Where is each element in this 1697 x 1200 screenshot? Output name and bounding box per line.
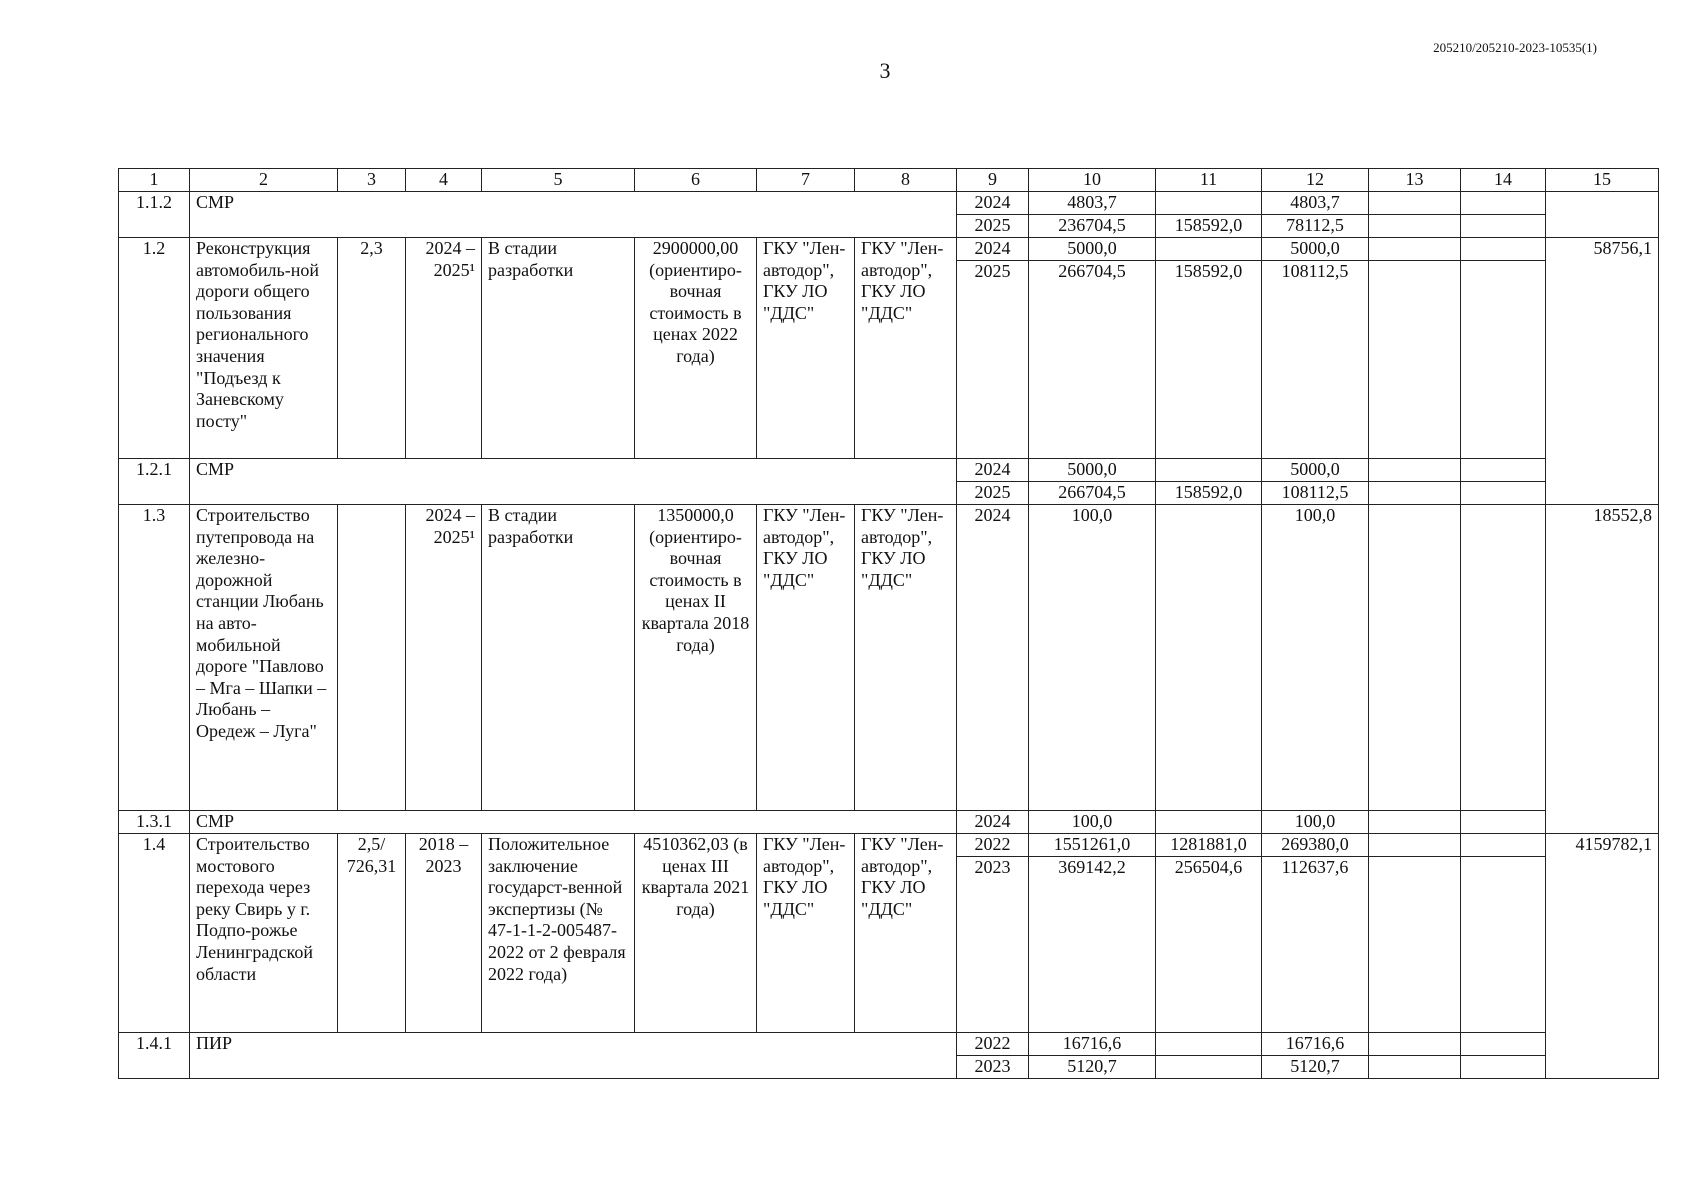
cost-cell: 1350000,0 (ориентиро-вочная стоимость в ценах II квартала 2018 года) xyxy=(635,505,757,811)
value-cell xyxy=(1156,192,1262,215)
row-number: 1.1.2 xyxy=(119,192,190,238)
customer-cell: ГКУ "Лен-автодор", ГКУ ЛО "ДДС" xyxy=(757,834,855,1033)
empty-cell xyxy=(1461,811,1546,834)
table-row xyxy=(119,811,1659,834)
year-cell: 2024 xyxy=(957,459,1029,482)
value-cell: 158592,0 xyxy=(1156,482,1262,505)
year-cell: 2023 xyxy=(957,857,1029,1033)
value-cell: 269380,0 xyxy=(1262,834,1369,857)
empty-cell xyxy=(1461,459,1546,482)
object-name: Реконструкция автомобиль-ной дороги общего пользования регионального значения "Подъезд к Заневскому посту" xyxy=(190,238,338,459)
row-number: 1.4.1 xyxy=(119,1033,190,1079)
empty-cell xyxy=(1461,1033,1546,1056)
value-cell: 100,0 xyxy=(1029,811,1156,834)
row-number: 1.3.1 xyxy=(119,811,190,834)
value-cell: 108112,5 xyxy=(1262,482,1369,505)
cost-cell: 4510362,03 (в ценах III квартала 2021 года) xyxy=(635,834,757,1033)
col-3-header: 3 xyxy=(338,169,406,192)
empty-cell xyxy=(1461,482,1546,505)
status-cell: В стадии разработки xyxy=(482,238,635,459)
total-cell: 18552,8 xyxy=(1546,505,1659,811)
period-cell: 2024 – 2025¹ xyxy=(406,505,482,811)
capacity-cell: 2,5/ 726,31 xyxy=(338,834,406,1033)
value-cell: 112637,6 xyxy=(1262,857,1369,1033)
empty-cell xyxy=(1461,1056,1546,1079)
empty-cell xyxy=(1461,238,1546,261)
total-cell: 4159782,1 xyxy=(1546,834,1659,1033)
table-row xyxy=(119,834,1659,857)
value-cell: 236704,5 xyxy=(1029,215,1156,238)
value-cell: 16716,6 xyxy=(1262,1033,1369,1056)
empty-cell xyxy=(1369,834,1461,857)
value-cell: 100,0 xyxy=(1262,811,1369,834)
value-cell xyxy=(1156,1033,1262,1056)
col-14-header: 14 xyxy=(1461,169,1546,192)
empty-cell xyxy=(1369,459,1461,482)
empty-cell xyxy=(1369,261,1461,459)
value-cell: 5120,7 xyxy=(1029,1056,1156,1079)
table-row xyxy=(119,238,1659,261)
table-row xyxy=(119,505,1659,811)
value-cell: 158592,0 xyxy=(1156,215,1262,238)
empty-cell xyxy=(1369,482,1461,505)
empty-cell xyxy=(1369,857,1461,1033)
status-cell: В стадии разработки xyxy=(482,505,635,811)
empty-cell xyxy=(1461,192,1546,215)
value-cell: 5000,0 xyxy=(1029,238,1156,261)
value-cell: 369142,2 xyxy=(1029,857,1156,1033)
object-name: Строительство мостового перехода через реку Свирь у г. Подпо-рожье Ленинградской области xyxy=(190,834,338,1033)
empty-cell xyxy=(1369,505,1461,811)
capacity-cell xyxy=(338,505,406,811)
row-label: СМР xyxy=(190,192,957,238)
col-12-header: 12 xyxy=(1262,169,1369,192)
value-cell: 4803,7 xyxy=(1029,192,1156,215)
total-cell: 58756,1 xyxy=(1546,238,1659,459)
period-cell: 2018 – 2023 xyxy=(406,834,482,1033)
col-6-header: 6 xyxy=(635,169,757,192)
empty-cell xyxy=(1369,1056,1461,1079)
customer-cell: ГКУ "Лен-автодор", ГКУ ЛО "ДДС" xyxy=(757,505,855,811)
empty-cell xyxy=(1369,1033,1461,1056)
empty-cell xyxy=(1546,192,1659,238)
value-cell: 5120,7 xyxy=(1262,1056,1369,1079)
year-cell: 2025 xyxy=(957,261,1029,459)
value-cell xyxy=(1156,1056,1262,1079)
budget-table xyxy=(118,168,1659,1079)
value-cell: 266704,5 xyxy=(1029,482,1156,505)
empty-cell xyxy=(1369,811,1461,834)
table-row xyxy=(119,192,1659,215)
col-15-header: 15 xyxy=(1546,169,1659,192)
period-cell: 2024 – 2025¹ xyxy=(406,238,482,459)
value-cell xyxy=(1156,238,1262,261)
developer-cell: ГКУ "Лен-автодор", ГКУ ЛО "ДДС" xyxy=(855,834,957,1033)
value-cell: 5000,0 xyxy=(1262,459,1369,482)
object-name: Строительство путепровода на железно-дорожной станции Любань на авто-мобильной дороге "Павлово – Мга – Шапки – Любань – Оредеж – Луга" xyxy=(190,505,338,811)
empty-cell xyxy=(1369,215,1461,238)
row-number: 1.2.1 xyxy=(119,459,190,505)
value-cell xyxy=(1156,459,1262,482)
col-13-header: 13 xyxy=(1369,169,1461,192)
year-cell: 2025 xyxy=(957,482,1029,505)
year-cell: 2025 xyxy=(957,215,1029,238)
row-label: ПИР xyxy=(190,1033,957,1079)
year-cell: 2022 xyxy=(957,834,1029,857)
value-cell: 266704,5 xyxy=(1029,261,1156,459)
value-cell: 4803,7 xyxy=(1262,192,1369,215)
empty-cell xyxy=(1369,192,1461,215)
developer-cell: ГКУ "Лен-автодор", ГКУ ЛО "ДДС" xyxy=(855,505,957,811)
empty-cell xyxy=(1546,1033,1659,1079)
table-wrapper xyxy=(118,168,1658,1079)
value-cell xyxy=(1156,811,1262,834)
value-cell: 1551261,0 xyxy=(1029,834,1156,857)
capacity-cell: 2,3 xyxy=(338,238,406,459)
empty-cell xyxy=(1546,459,1659,505)
empty-cell xyxy=(1461,857,1546,1033)
empty-cell xyxy=(1461,215,1546,238)
row-label: СМР xyxy=(190,811,957,834)
col-11-header: 11 xyxy=(1156,169,1262,192)
value-cell xyxy=(1156,505,1262,811)
col-5-header: 5 xyxy=(482,169,635,192)
empty-cell xyxy=(1369,238,1461,261)
developer-cell: ГКУ "Лен-автодор", ГКУ ЛО "ДДС" xyxy=(855,238,957,459)
row-number: 1.2 xyxy=(119,238,190,459)
value-cell: 100,0 xyxy=(1262,505,1369,811)
col-7-header: 7 xyxy=(757,169,855,192)
empty-cell xyxy=(1546,811,1659,834)
document-id: 205210/205210-2023-10535(1) xyxy=(1433,40,1597,55)
page-number: 3 xyxy=(879,58,891,83)
year-cell: 2024 xyxy=(957,238,1029,261)
value-cell: 1281881,0 xyxy=(1156,834,1262,857)
row-label: СМР xyxy=(190,459,957,505)
value-cell: 5000,0 xyxy=(1029,459,1156,482)
empty-cell xyxy=(1461,505,1546,811)
col-10-header: 10 xyxy=(1029,169,1156,192)
empty-cell xyxy=(1461,834,1546,857)
year-cell: 2024 xyxy=(957,192,1029,215)
year-cell: 2023 xyxy=(957,1056,1029,1079)
value-cell: 78112,5 xyxy=(1262,215,1369,238)
value-cell: 100,0 xyxy=(1029,505,1156,811)
value-cell: 108112,5 xyxy=(1262,261,1369,459)
customer-cell: ГКУ "Лен-автодор", ГКУ ЛО "ДДС" xyxy=(757,238,855,459)
col-8-header: 8 xyxy=(855,169,957,192)
col-9-header: 9 xyxy=(957,169,1029,192)
year-cell: 2022 xyxy=(957,1033,1029,1056)
table-row xyxy=(119,1033,1659,1056)
year-cell: 2024 xyxy=(957,811,1029,834)
year-cell: 2024 xyxy=(957,505,1029,811)
col-2-header: 2 xyxy=(190,169,338,192)
table-row xyxy=(119,459,1659,482)
col-1-header: 1 xyxy=(119,169,190,192)
value-cell: 5000,0 xyxy=(1262,238,1369,261)
empty-cell xyxy=(1461,261,1546,459)
value-cell: 16716,6 xyxy=(1029,1033,1156,1056)
row-number: 1.4 xyxy=(119,834,190,1033)
cost-cell: 2900000,00 (ориентиро-вочная стоимость в ценах 2022 года) xyxy=(635,238,757,459)
header-row xyxy=(119,169,1659,192)
col-4-header: 4 xyxy=(406,169,482,192)
row-number: 1.3 xyxy=(119,505,190,811)
value-cell: 256504,6 xyxy=(1156,857,1262,1033)
status-cell: Положительное заключение государст-венной экспертизы (№ 47-1-1-2-005487-2022 от 2 февраля 2022 года) xyxy=(482,834,635,1033)
value-cell: 158592,0 xyxy=(1156,261,1262,459)
